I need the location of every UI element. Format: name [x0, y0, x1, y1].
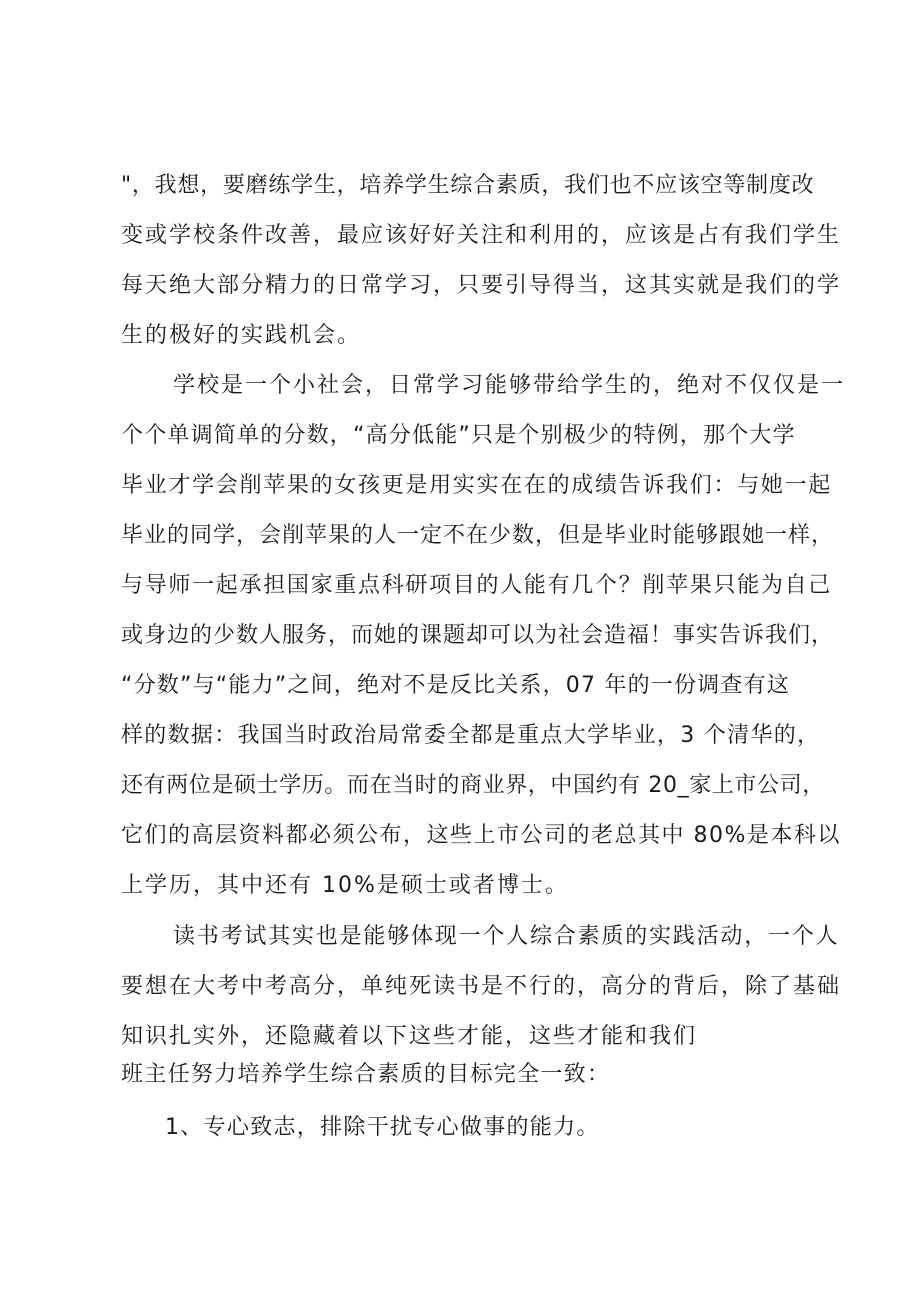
paragraph-2-line-8: 样的数据：我国当时政治局常委全都是重点大学毕业，3 个清华的，: [121, 723, 821, 748]
paragraph-2-line-11: 上学历，其中还有 10%是硕士或者博士。: [121, 873, 569, 898]
paragraph-2-line-4: 毕业的同学，会削苹果的人一定不在少数，但是毕业时能够跟她一样，: [121, 523, 835, 548]
paragraph-3-line-3: 知识扎实外，还隐藏着以下这些才能，这些才能和我们: [121, 1024, 698, 1049]
paragraph-2-line-5: 与导师一起承担国家重点科研项目的人能有几个？削苹果只能为自己: [121, 573, 833, 598]
paragraph-2-line-6: 或身边的少数人服务，而她的课题却可以为社会造福！事实告诉我们，: [121, 623, 835, 648]
paragraph-1-line-4: 生的极好的实践机会。: [121, 323, 362, 348]
paragraph-3-line-4: 班主任努力培养学生综合素质的目标完全一致：: [121, 1062, 611, 1087]
paragraph-2-line-2: 个个单调简单的分数，“高分低能”只是个别极少的特例，那个大学: [121, 423, 796, 448]
paragraph-2-line-10: 它们的高层资料都必须公布，这些上市公司的老总其中 80%是本科以: [121, 823, 841, 848]
paragraph-1-line-1: "，我想，要磨练学生，培养学生综合素质，我们也不应该空等制度改: [121, 173, 815, 198]
list-item-1: 1、专心致志，排除干扰专心做事的能力。: [165, 1115, 600, 1140]
paragraph-2-line-3: 毕业才学会削苹果的女孩更是用实实在在的成绩告诉我们：与她一起: [121, 473, 833, 498]
paragraph-3-line-1: 读书考试其实也是能够体现一个人综合素质的实践活动，一个人: [173, 924, 840, 949]
paragraph-3-line-2: 要想在大考中考高分，单纯死读书是不行的，高分的背后，除了基础: [121, 974, 842, 999]
paragraph-1-line-3: 每天绝大部分精力的日常学习，只要引导得当，这其实就是我们的学: [121, 273, 842, 298]
paragraph-1-line-2: 变或学校条件改善，最应该好好关注和利用的，应该是占有我们学生: [121, 223, 842, 248]
paragraph-2-line-1: 学校是一个小社会，日常学习能够带给学生的，绝对不仅仅是一: [173, 373, 846, 398]
paragraph-2-line-7: “分数”与“能力”之间，绝对不是反比关系，07 年的一份调查有这: [121, 673, 790, 698]
paragraph-2-line-9: 还有两位是硕士学历。而在当时的商业界，中国约有 20_家上市公司，: [121, 773, 825, 798]
